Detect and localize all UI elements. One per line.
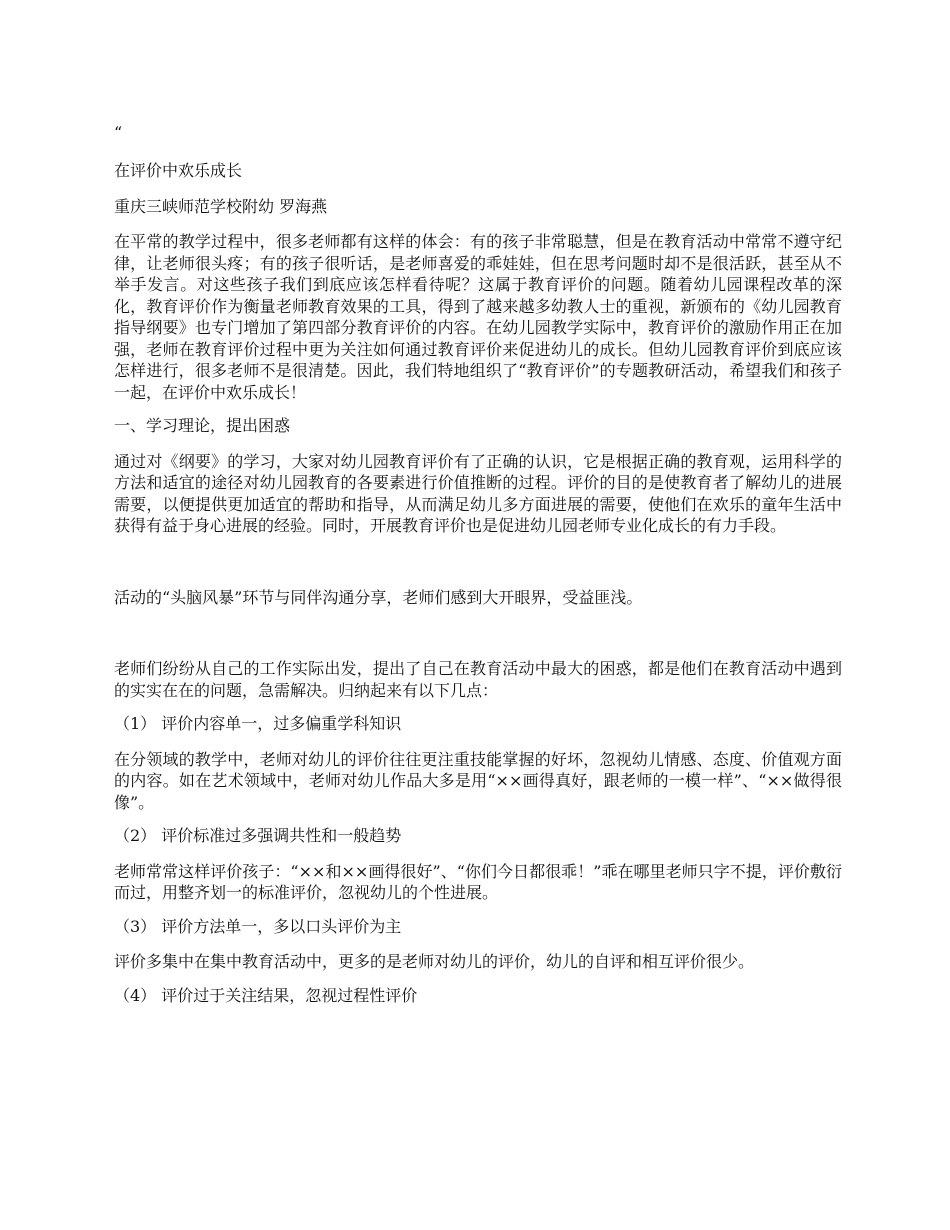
- section1-paragraph: 通过对《纲要》的学习，大家对幼儿园教育评价有了正确的认识，它是根据正确的教育观，运用科学的方法和适宜的途径对幼儿园教育的各要素进行价值推断的过程。评价的目的是使教育者了解幼儿的进展需要，以便提供更加适宜的帮助和指导，从而满足幼儿多方面进展的需要，使他们在欢乐的童年生活中获得有益于身心进展的经验。同时，开展教育评价也是促进幼儿园老师专业化成长的有力手段。: [114, 451, 842, 535]
- confusion-intro-paragraph: 老师们纷纷从自己的工作实际出发，提出了自己在教育活动中最大的困惑，都是他们在教育活动中遇到的实实在在的问题，急需解决。归纳起来有以下几点：: [114, 659, 842, 700]
- point3-paragraph: 评价多集中在集中教育活动中，更多的是老师对幼儿的评价，幼儿的自评和相互评价很少。: [114, 952, 755, 971]
- brainstorm-paragraph: 活动的“头脑风暴”环节与同伴沟通分享，老师们感到大开眼界，受益匪浅。: [114, 587, 643, 607]
- author-line: 重庆三峡师范学校附幼 罗海燕: [114, 196, 328, 216]
- opening-quote-mark: “: [114, 123, 123, 142]
- point4-heading: （4） 评价过于关注结果，忽视过程性评价: [114, 985, 418, 1005]
- intro-paragraph: 在平常的教学过程中，很多老师都有这样的体会：有的孩子非常聪慧，但是在教育活动中常常不遵守纪律，让老师很头疼；有的孩子很听话，是老师喜爱的乖娃娃，但在思考问题时却不是很活跃，甚至从不举手发言。对这些孩子我们到底应该怎样看待呢？这属于教育评价的问题。随着幼儿园课程改革的深化，教育评价作为衡量老师教育效果的工具，得到了越来越多幼教人士的重视，新颁布的《幼儿园教育指导纲要》也专门增加了第四部分教育评价的内容。在幼儿园教学实际中，教育评价的激励作用正在加强，老师在教育评价过程中更为关注如何通过教育评价来促进幼儿的成长。但幼儿园教育评价到底应该怎样进行，很多老师不是很清楚。因此，我们特地组织了“教育评价”的专题教研活动，希望我们和孩子一起，在评价中欢乐成长！: [114, 232, 842, 402]
- point2-heading: （2） 评价标准过多强调共性和一般趋势: [114, 826, 402, 845]
- point3-heading: （3） 评价方法单一，多以口头评价为主: [114, 916, 402, 936]
- point1-heading: （1） 评价内容单一，过多偏重学科知识: [114, 714, 402, 733]
- section1-heading: 一、学习理论，提出困惑: [114, 416, 291, 435]
- document-page: [114, 122, 842, 1006]
- point2-paragraph: 老师常常这样评价孩子：“××和××画得很好”、“你们今日都很乖！”乖在哪里老师只字不提，评价敷衍而过，用整齐划一的标准评价，忽视幼儿的个性进展。: [114, 861, 842, 902]
- document-title: 在评价中欢乐成长: [114, 161, 243, 180]
- point1-paragraph: 在分领域的教学中，老师对幼儿的评价往往更注重技能掌握的好坏，忽视幼儿情感、态度、价值观方面的内容。如在艺术领域中，老师对幼儿作品大多是用“××画得真好，跟老师的一模一样”、“××做得很像”。: [114, 749, 842, 812]
